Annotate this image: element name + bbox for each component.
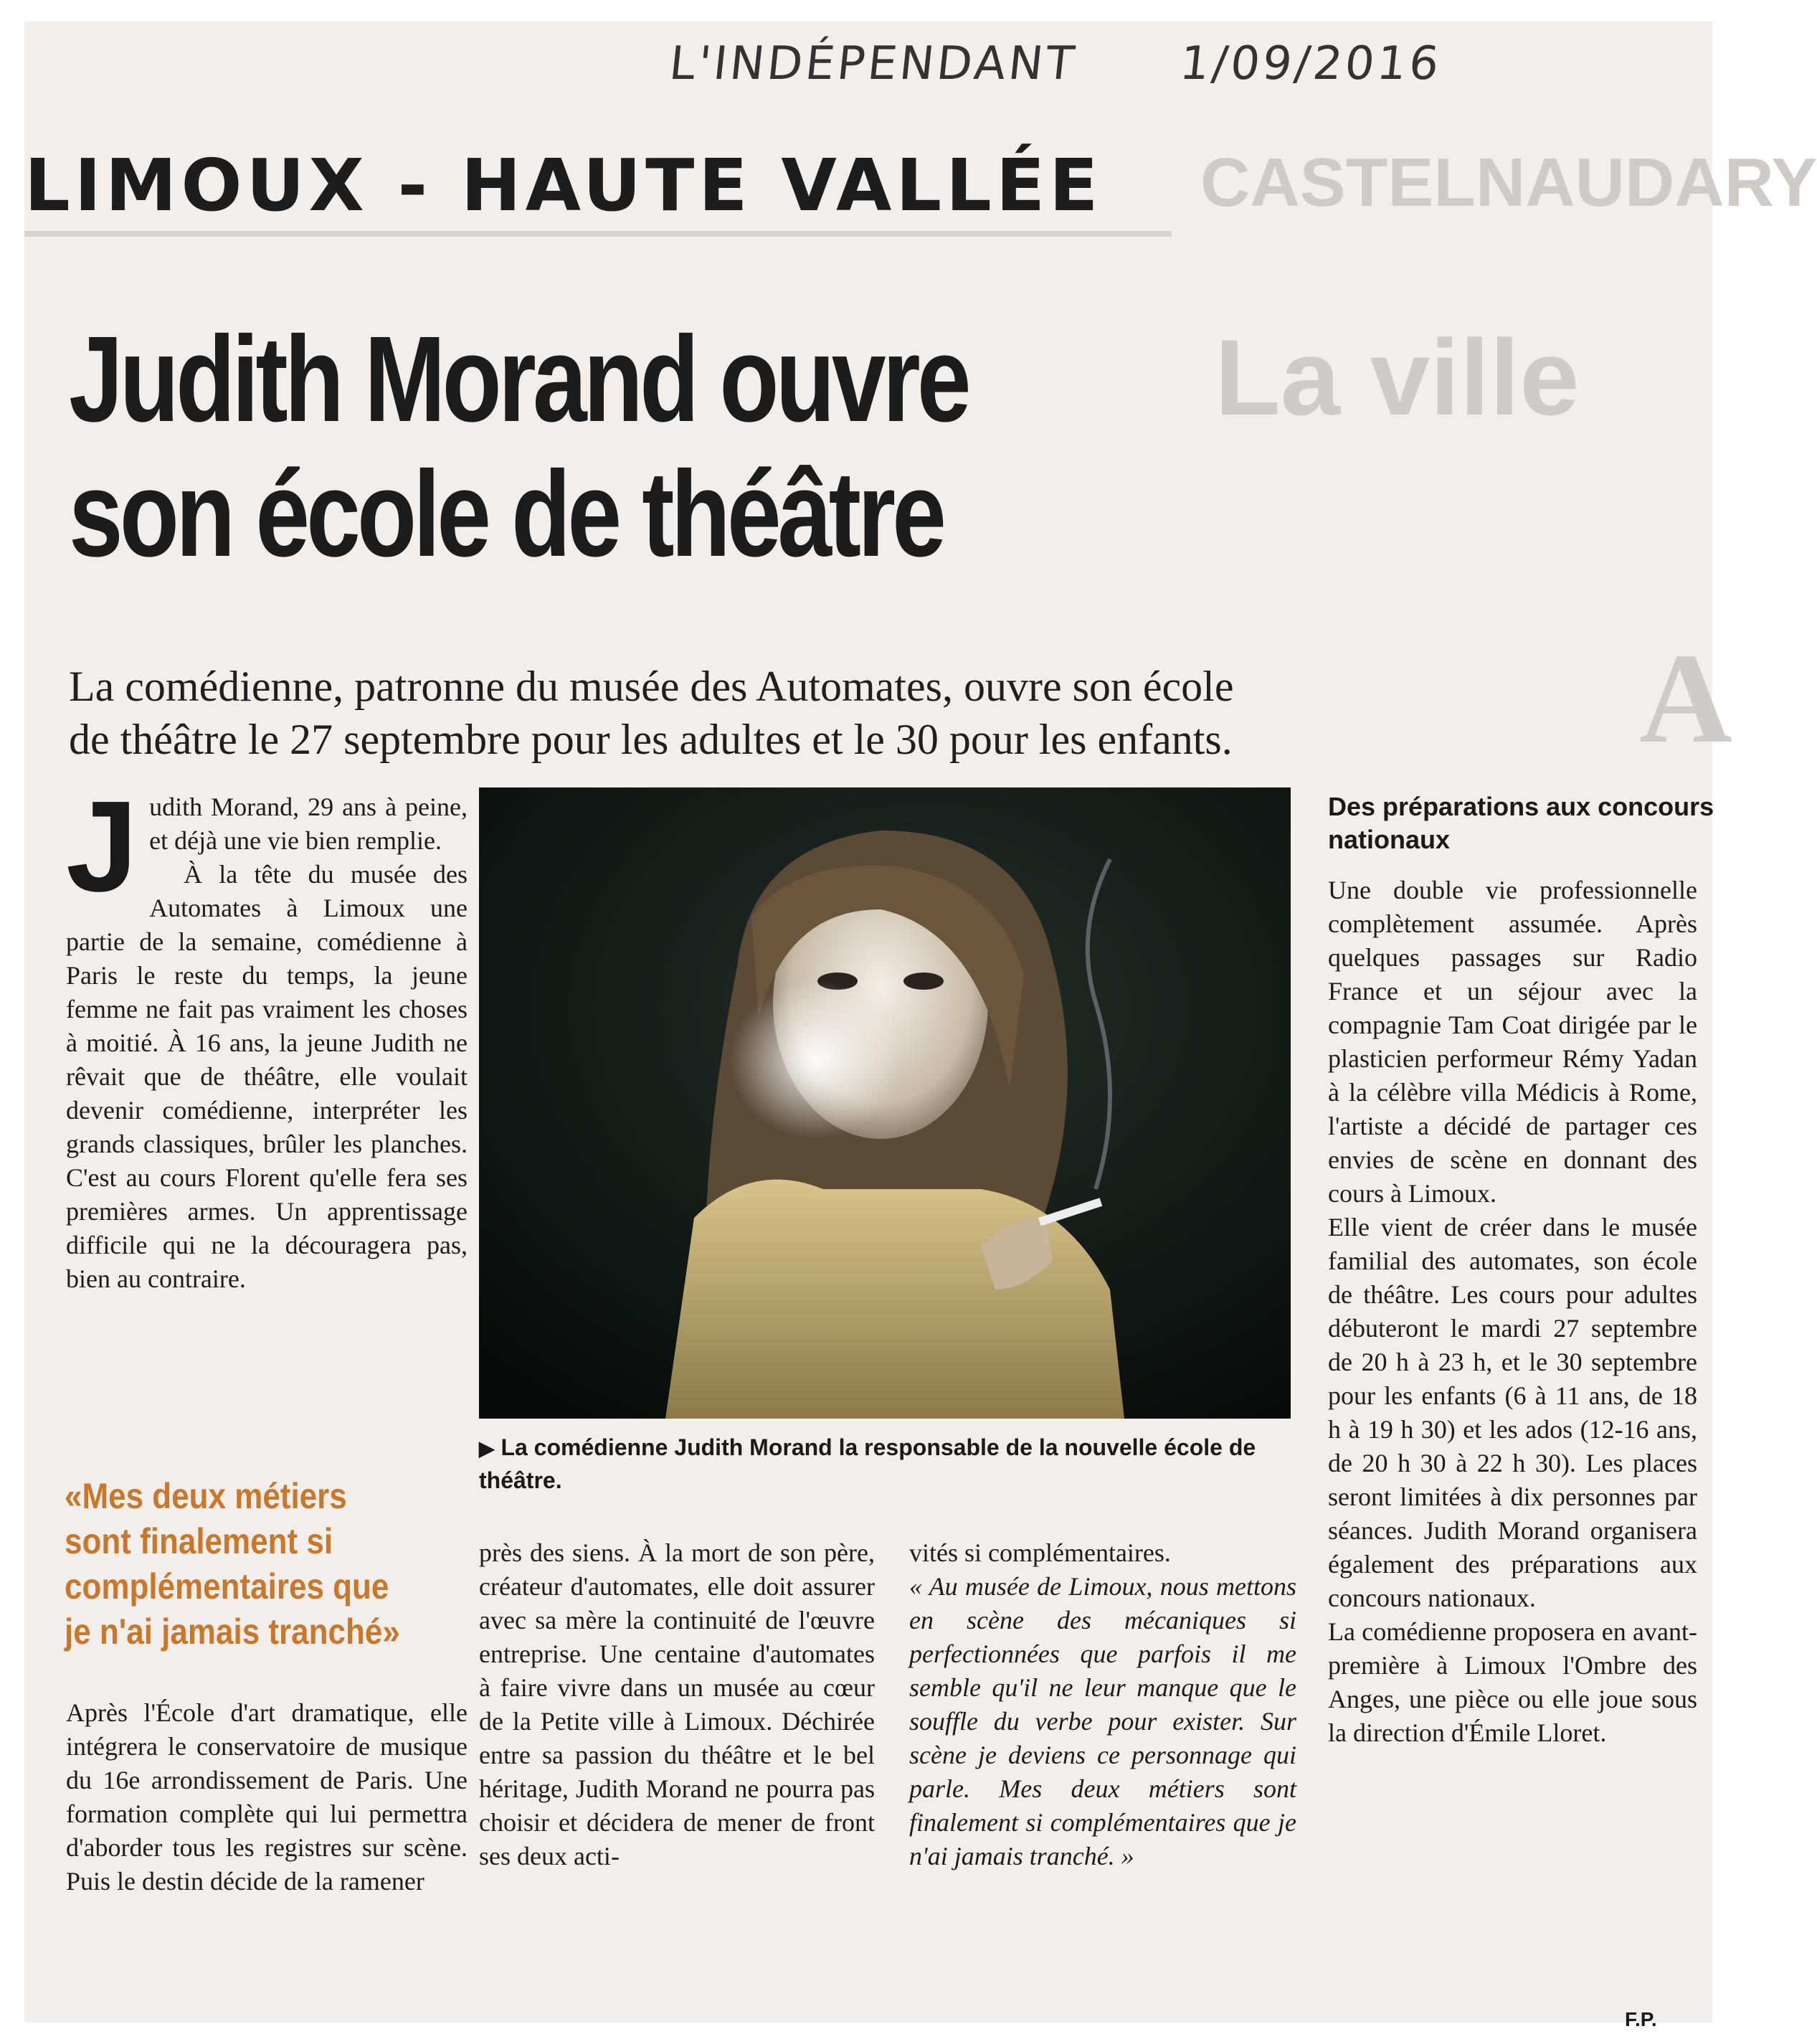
caption-arrow-icon: ▶ [479, 1437, 495, 1459]
ghost-headline-right: CASTELNAUDARY [1200, 144, 1817, 221]
handwritten-date: 1/09/2016 [1177, 37, 1444, 90]
column-3 [909, 1536, 1296, 1873]
column-4-paragraph-3: La comédienne proposera en avant-première à Limoux l'Ombre des Anges, une pièce ou elle joue sous la direction d'Émile Lloret. [1328, 1617, 1697, 1747]
handwritten-newspaper: L'INDÉPENDANT [667, 37, 1080, 90]
dropcap: J [66, 775, 138, 919]
photo-caption [479, 1432, 1304, 1496]
portrait-illustration [479, 787, 1291, 1419]
headline-line-1: Judith Morand ouvre [69, 311, 968, 448]
column-1-intro: udith Morand, 29 ans à peine, et déjà une vie bien remplie. [149, 792, 468, 855]
column-4-subhead: Des préparations aux concours nationaux [1328, 792, 1714, 854]
column-4-paragraph-2: Elle vient de créer dans le musée familial des automates, son école de théâtre. Les cours pour adultes débuteront le mardi 27 septembre de 20 h à 23 h, et le 30 septembre pour les enfants (6 à 11 ans, de 18 h à 19 h 30) et les ados (12-16 ans, de 20 h 30 à 22 h 30). Les places seront limitées à dix personnes par séances. Judith Morand organisera également des préparations aux concours nationaux. [1328, 1213, 1697, 1612]
ghost-dropcap-right: A [1639, 627, 1732, 770]
pull-quote: «Mes deux métiers sont finalement si complémentaires que je n'ai jamais tranché» [65, 1476, 400, 1652]
section-rubric: LIMOUX - HAUTE VALLÉE [24, 143, 1103, 227]
column-4-paragraph-1: Une double vie professionnelle complètement assumée. Après quelques passages sur Radio France et un séjour avec la compagnie Tam Coat dirigée par le plasticien performeur Rémy Yadan à la célèbre villa Médicis à Rome, l'artiste a décidé de partager ces envies de scène en donnant des cours à Limoux. [1328, 876, 1697, 1208]
standfirst-line-2: de théâtre le 27 septembre pour les adultes et le 30 pour les enfants. [69, 716, 1233, 763]
column-3-text: vités si complémentaires. [909, 1538, 1171, 1567]
newspaper-clipping [24, 22, 1817, 2030]
column-1-continued [66, 1696, 468, 1898]
headline [69, 312, 968, 582]
rubric-rule [24, 231, 1172, 237]
author-signature: F.P. [1625, 2008, 1657, 2030]
photo-judith-morand [479, 787, 1291, 1419]
column-1 [66, 775, 468, 1296]
column-2 [479, 1536, 875, 1873]
caption-text: La comédienne Judith Morand la responsable de la nouvelle école de théâtre. [479, 1434, 1256, 1493]
ghost-title-right: La ville [1215, 317, 1580, 437]
column-4 [1328, 874, 1697, 1750]
column-1-body: À la tête du musée des Automates à Limoux une partie de la semaine, comédienne à Paris le reste du temps, la jeune femme ne fait pas vraiment les choses à moitié. À 16 ans, la jeune Judith ne rêvait que de théâtre, elle voulait devenir comédienne, interpréter les grands classiques, brûler les planches. C'est au cours Florent qu'elle fera ses premières armes. Un apprentissage difficile qui ne la découragera pas, bien au contraire. [66, 860, 468, 1293]
column-1-continued-text: Après l'École d'art dramatique, elle intégrera le conservatoire de musique du 16e arrondissement de Paris. Une formation complète qui lui permettra d'aborder tous les registres sur scène. Puis le destin décide de la ramener [66, 1698, 468, 1896]
column-3-quote: « Au musée de Limoux, nous mettons en scène des mécaniques si perfectionnées que parfois il me semble qu'il ne leur manque que le souffle du verbe pour exister. Sur scène je deviens ce personnage qui parle. Mes deux métiers sont finalement si complémentaires que je n'ai jamais tranché. » [909, 1572, 1296, 1870]
headline-line-2: son école de théâtre [69, 446, 944, 582]
column-2-text: près des siens. À la mort de son père, créateur d'automates, elle doit assurer avec sa mère la continuité de l'œuvre entreprise. Une centaine d'automates à faire vivre dans un musée au cœur de la Petite ville à Limoux. Déchirée entre sa passion du théâtre et le bel héritage, Judith Morand ne pourra pas choisir et décidera de mener de front ses deux acti- [479, 1538, 875, 1870]
handwritten-note [667, 37, 1444, 90]
standfirst-line-1: La comédienne, patronne du musée des Automates, ouvre son école [69, 663, 1234, 710]
standfirst [69, 660, 1589, 766]
